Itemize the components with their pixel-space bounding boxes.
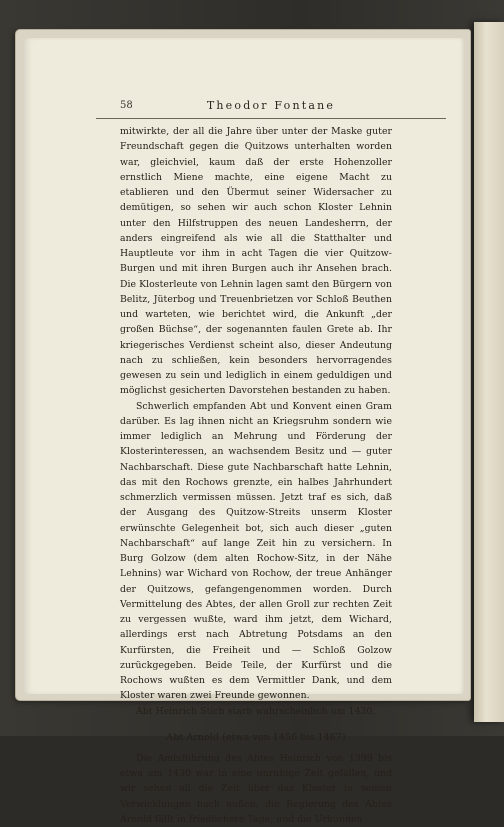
- page-number: 58: [120, 100, 133, 111]
- paragraph: mitwirkte, der all die Jahre über unter der Maske guter Freundschaft gegen die Quitzows unterhalten worden war, gleichviel, kaum daß der erste Hohenzoller ernstlich Miene machte, eine eigene Macht zu etablieren und den Übermut seiner Widersacher zu demütigen, so sehen wir auch schon Kloster Lehnin unter den Hilfstruppen des neuen Landesherrn, der anders eingreifend als wie all die Statthalter und Hauptleute vor ihm in acht Tagen die vier Quitzow-Burgen und mit ihren Burgen auch ihr Ansehen brach. Die Klosterleute von Lehnin lagen samt den Bürgern von Belitz, Jüterbog und Treuenbrietzen vor Schloß Beuthen und warteten, wie berichtet wird, die Ankunft „der großen Büchse“, der sogenannten faulen Grete ab. Ihr kriegerisches Verdienst scheint also, dieser Andeutung nach zu schließen, kein besonders hervorragendes gewesen zu sein und lediglich in einem geduldigen und möglichst gesicherten Davorstehen bestanden zu haben.: [120, 126, 392, 397]
- paragraph: Schwerlich empfanden Abt und Konvent einen Gram darüber. Es lag ihnen nicht an Kriegsruhm sondern wie immer lediglich an Mehrung und Förderung der Klosterinteressen, an wachsendem Besitz und — guter Nachbarschaft. Diese gute Nachbarschaft hatte Lehnin, das mit den Rochows grenzte, ein halbes Jahrhundert schmerzlich vermissen müssen. Jetzt traf es sich, daß der Ausgang des Quitzow-Streits unserm Kloster erwünschte Gelegenheit bot, sich auch dieser „guten Nachbarschaft“ auf lange Zeit hin zu versichern. In Burg Golzow (dem alten Rochow-Sitz, in der Nähe Lehnins) war Wichard von Rochow, der treue Anhänger der Quitzows, gefangengenommen worden. Durch Vermittelung des Abtes, der allen Groll zur rechten Zeit zu vergessen wußte, ward ihm jetzt, dem Wichard, allerdings erst nach Abtretung Potsdams an den Kurfürsten, die Freiheit und — Schloß Golzow zurückgegeben. Beide Teile, der Kurfürst und die Rochows wußten es dem Vermittler Dank, und dem Kloster waren zwei Freunde gewonnen.: [120, 400, 392, 702]
- paragraph: Abt Heinrich Stich starb wahrscheinlich um 1430.: [136, 705, 376, 717]
- adjacent-page-edge: [474, 22, 504, 722]
- body-text: [120, 124, 392, 827]
- paragraph: Die Amtsführung des Abtes Heinrich von 1399 bis etwa um 1430 war in eine unruhige Zeit gefallen, und wir sehen all die Zeit über das Kloster in seinen Verwicklungen nach außen; die Regierung des Abtes Arnold fällt in friedlichere Tage, und die Urkunden: [120, 752, 392, 825]
- section-heading: Abt Arnold (etwa von 1456 bis 1467): [166, 731, 346, 743]
- running-title: Theodor Fontane: [206, 99, 336, 112]
- running-header: [96, 100, 446, 119]
